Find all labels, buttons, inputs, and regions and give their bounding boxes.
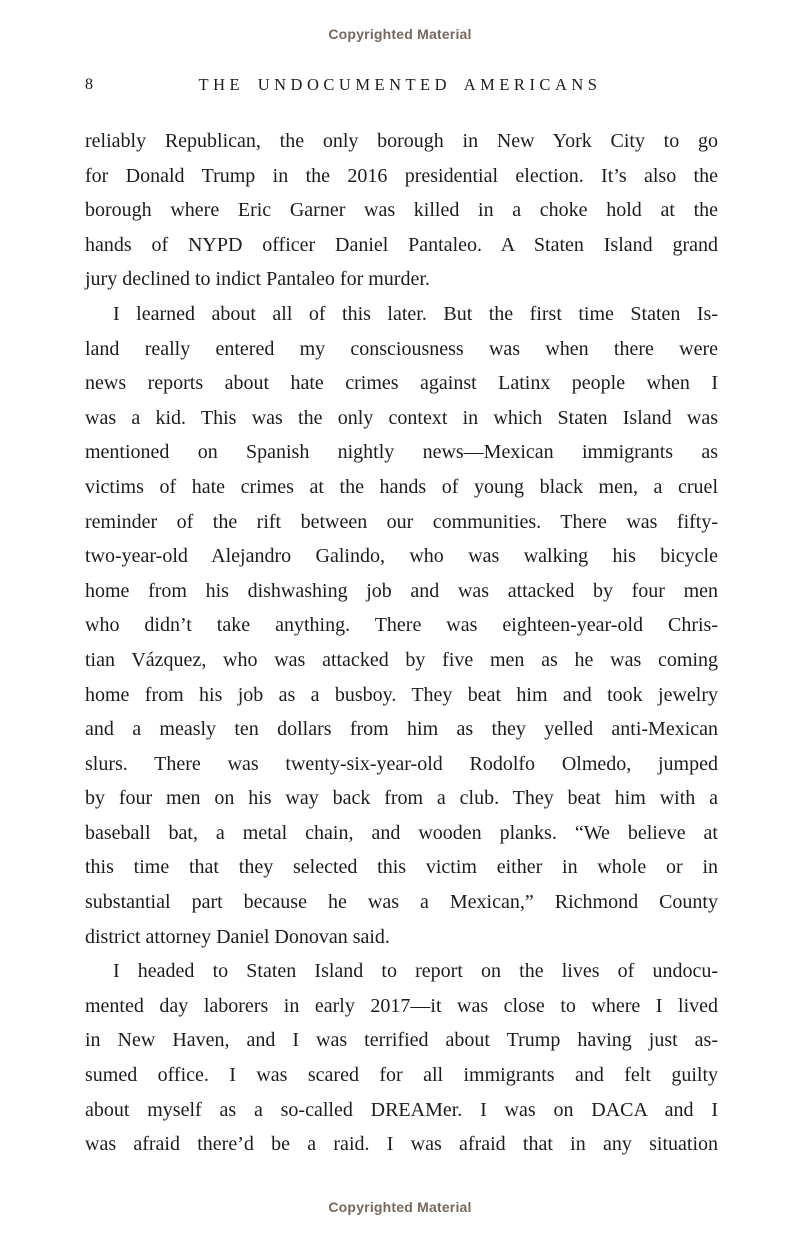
body-line: land really entered my consciousness was when there were (85, 337, 718, 360)
body-line: tian Vázquez, who was attacked by five men as he was coming (85, 648, 718, 671)
body-line: slurs. There was twenty-six-year-old Rodolfo Olmedo, jumped (85, 752, 718, 775)
body-line: this time that they selected this victim either in whole or in (85, 856, 718, 879)
body-line: I learned about all of this later. But the first time Staten Is- (113, 302, 718, 325)
body-line: mentioned on Spanish nightly news—Mexican immigrants as (85, 441, 718, 464)
body-line: borough where Eric Garner was killed in a choke hold at the (85, 199, 718, 222)
body-line: mented day laborers in early 2017—it was close to where I lived (85, 994, 718, 1017)
body-line: baseball bat, a metal chain, and wooden planks. “We believe at (85, 821, 718, 844)
body-line: and a measly ten dollars from him as they yelled anti-Mexican (85, 718, 718, 741)
body-line: for Donald Trump in the 2016 presidential election. It’s also the (85, 164, 718, 187)
body-line: hands of NYPD officer Daniel Pantaleo. A Staten Island grand (85, 233, 718, 256)
body-line: sumed office. I was scared for all immigrants and felt guilty (85, 1064, 718, 1087)
body-line: substantial part because he was a Mexican,” Richmond County (85, 891, 718, 914)
body-line: news reports about hate crimes against Latinx people when I (85, 372, 718, 395)
paragraph (85, 297, 718, 954)
body-line: about myself as a so-called DREAMer. I was on DACA and I (85, 1098, 718, 1121)
paragraph (85, 954, 718, 1162)
body-line: who didn’t take anything. There was eighteen-year-old Chris- (85, 614, 718, 637)
copyright-notice-top: Copyrighted Material (328, 26, 472, 42)
body-line: was a kid. This was the only context in which Staten Island was (85, 406, 718, 429)
body-line: home from his dishwashing job and was attacked by four men (85, 579, 718, 602)
body-line: I headed to Staten Island to report on the lives of undocu- (113, 960, 718, 983)
body-line: was afraid there’d be a raid. I was afraid that in any situation (85, 1133, 718, 1156)
copyright-notice-bottom: Copyrighted Material (328, 1199, 472, 1215)
paragraph (85, 124, 718, 297)
body-text (85, 124, 718, 1162)
body-line: victims of hate crimes at the hands of young black men, a cruel (85, 475, 718, 498)
page-header (0, 75, 800, 95)
running-header-title: THE UNDOCUMENTED AMERICANS (198, 75, 602, 94)
body-line: home from his job as a busboy. They beat him and took jewelry (85, 683, 718, 706)
body-line: reminder of the rift between our communities. There was fifty- (85, 510, 718, 533)
body-line: jury declined to indict Pantaleo for murder. (85, 268, 430, 291)
page-number: 8 (85, 76, 93, 93)
body-line: district attorney Daniel Donovan said. (85, 925, 390, 948)
body-line: in New Haven, and I was terrified about Trump having just as- (85, 1029, 718, 1052)
body-line: reliably Republican, the only borough in New York City to go (85, 130, 718, 152)
body-line: two-year-old Alejandro Galindo, who was walking his bicycle (85, 545, 718, 568)
body-line: by four men on his way back from a club. They beat him with a (85, 787, 718, 810)
